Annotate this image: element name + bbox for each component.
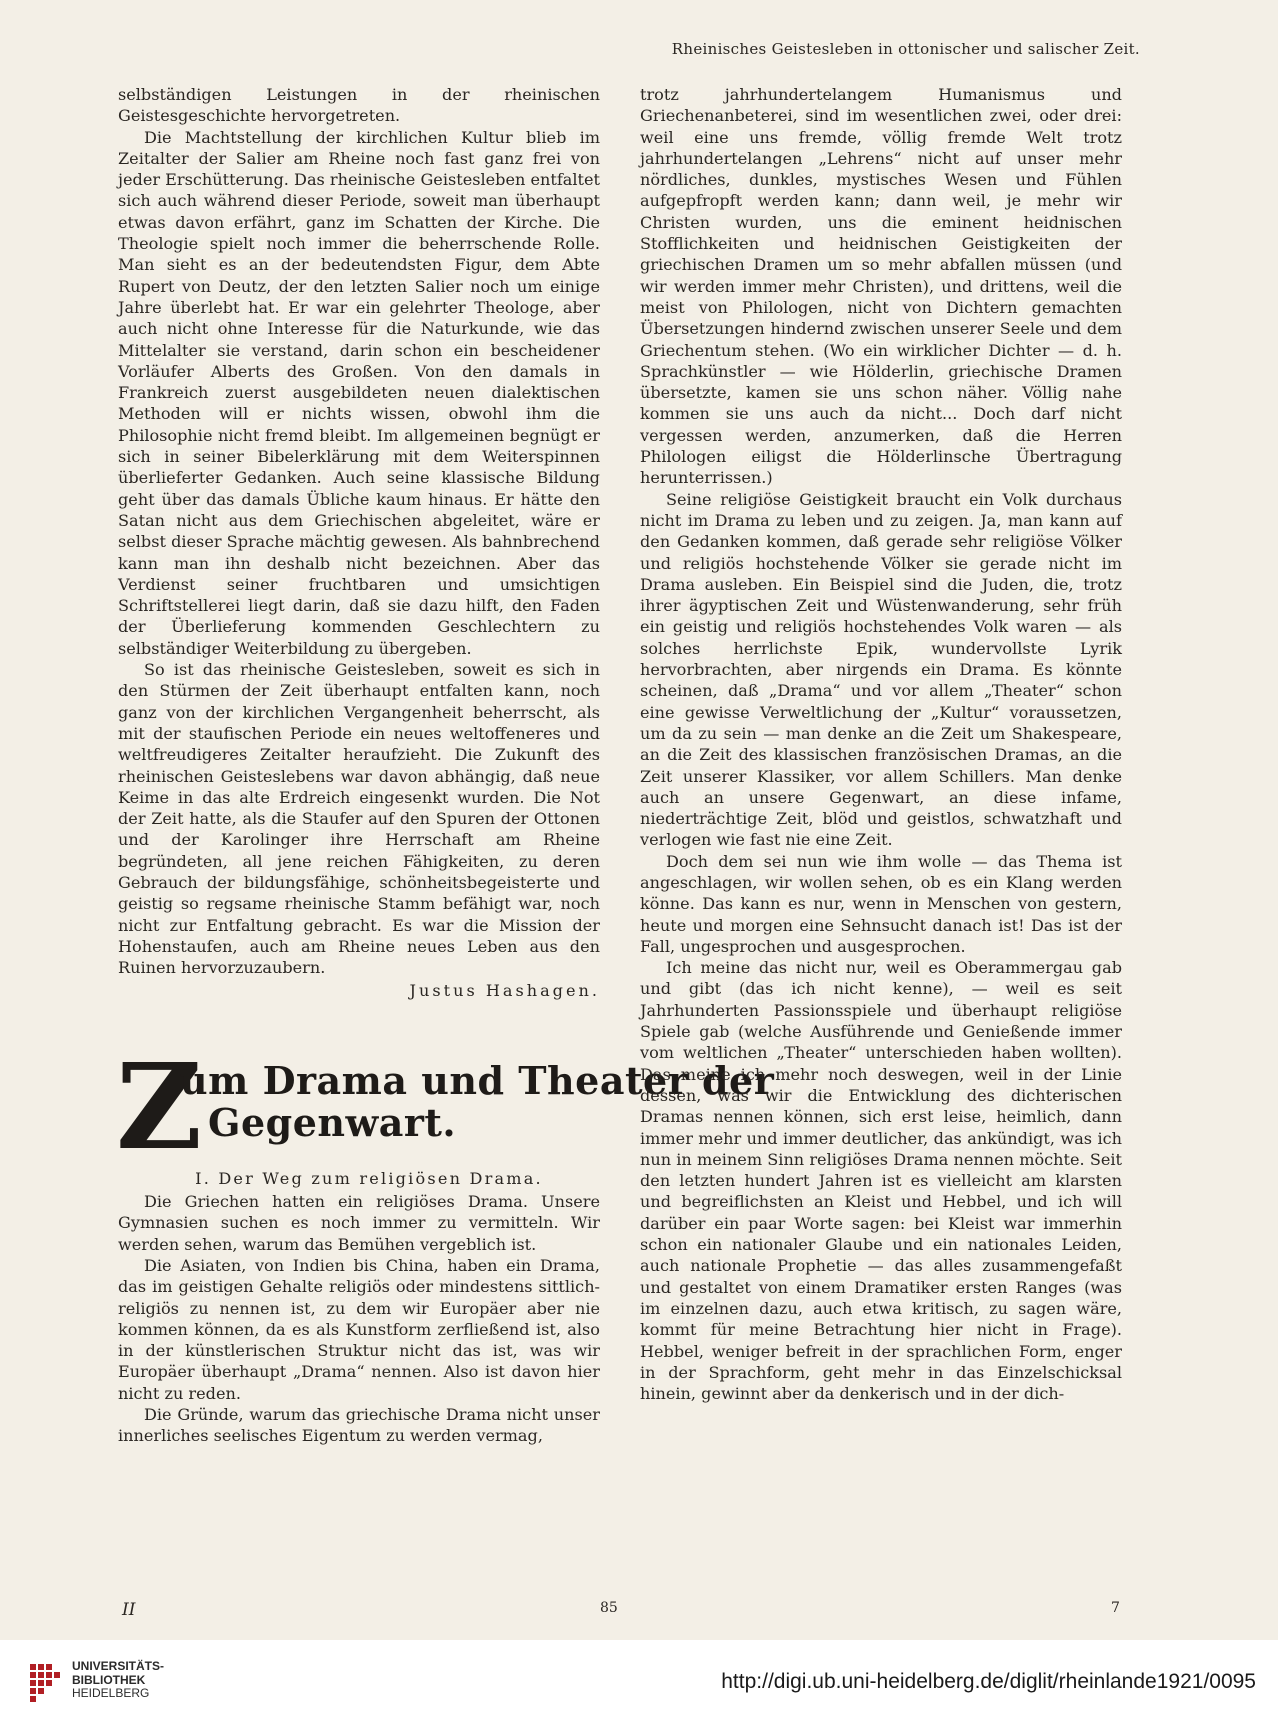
left-paragraph-2: Die Machtstellung der kirchlichen Kultur blieb im Zeitalter der Salier am Rheine noch fast ganz frei von jeder Erschütterung. Das rheinische Geistesleben entfaltet sich auch während dieser Periode, soweit man überhaupt etwas davon erfährt, ganz im Schatten der Kirche. Die Theologie spielt noch immer die beherrschende Rolle. Man sieht es an der bedeutendsten Figur, dem Abte Rupert von Deutz, der den letzten Salier noch um einige Jahre überlebt hat. Er war ein gelehrter Theologe, aber auch nicht ohne Interesse für die Naturkunde, wie das Mittelalter sie verstand, darin schon ein bescheidener Vorläufer Alberts des Großen. Von den damals in Frankreich zuerst ausgebildeten neuen dialektischen Methoden will er nichts wissen, obwohl ihm die Philosophie nicht fremd bleibt. Im allgemeinen begnügt er sich in seiner Bibelerklärung mit dem Weiterspinnen überlieferter Gedanken. Auch seine klassische Bildung geht über das damals Übliche kaum hinaus. Er hätte den Satan nicht aus dem Griechischen abgeleitet, wäre er selbst dieser Sprache mächtig gewesen. Als bahnbrechend kann man ihn deshalb nicht bezeichnen. Aber das Verdienst seiner fruchtbaren und umsichtigen Schriftstellerei liegt darin, daß sie dazu hilft, den Faden der Überlieferung kommenden Geschlechtern zu selbständiger Weiterbildung zu übergeben. (118, 127, 600, 658)
left-paragraph-3: So ist das rheinische Geistesleben, soweit es sich in den Stürmen der Zeit überhaupt entfalten kann, noch ganz von der kirchlichen Vergangenheit beherrscht, als mit der staufischen Periode ein neues weltoffeneres und weltfreudigeres Zeitalter heraufzieht. Die Zukunft des rheinischen Geisteslebens war davon abhängig, daß neue Keime in das alte Erdreich eingesenkt wurden. Die Not der Zeit hatte, als die Staufer auf den Spuren der Ottonen und der Karolinger ihre Herrschaft am Rheine begründeten, all jene reichen Fähigkeiten, zu deren Gebrauch der bildungsfähige, schönheitsbegeisterte und geistig so regsame rheinische Stamm befähigt war, noch nicht zur Entfaltung gebracht. Es war die Mission der Hohenstaufen, auch am Rheine neues Leben aus den Ruinen hervorzuzaubern. (118, 660, 600, 978)
left-paragraph-1: selbständigen Leistungen in der rheinischen Geistesgeschichte hervorgetreten. (118, 85, 600, 126)
title-line-1: um Drama und Theater der (180, 1057, 775, 1103)
right-paragraph-2: Seine religiöse Geistigkeit braucht ein Volk durchaus nicht im Drama zu leben und zu zeigen. Ja, man kann auf den Gedanken kommen, daß gerade sehr religiöse Völker und religiös hochstehende Völker sie gerade nicht im Drama ausleben. Ein Beispiel sind die Juden, die, trotz ihrer ägyptischen Zeit und Wüstenwanderung, sehr früh ein geistig und religiös hochstehendes Volk waren — als solches herrlichste Epik, wundervollste Lyrik hervorbrachten, aber nirgends ein Drama. Es könnte scheinen, daß „Drama“ und vor allem „Theater“ schon eine gewisse Verweltlichung der „Kultur“ voraussetzen, um da zu sein — man denke an die Zeit um Shakespeare, an die Zeit des klassischen französischen Dramas, an die Zeit unserer Klassiker, vor allem Schillers. Man denke auch an unsere Gegenwart, an diese infame, niederträchtige Zeit, blöd und geistlos, schwatzhaft und verlogen wie fast nie eine Zeit. (640, 489, 1122, 850)
library-footer-bar (0, 1640, 1278, 1732)
sheet-number: 7 (1111, 1600, 1120, 1616)
source-url-link[interactable]: http://digi.ub.uni-heidelberg.de/diglit/rheinlande1921/0095 (721, 1670, 1256, 1693)
title-line-2: Gegenwart. (208, 1099, 457, 1145)
university-library-logo-icon (28, 1660, 68, 1704)
right-paragraph-1: trotz jahrhundertelangem Humanismus und Griechenanbeterei, sind im wesentlichen zwei, oder drei: weil eine uns fremde, völlig fremde Welt trotz jahrhundertelangen „Lehrens“ nicht auf unser mehr nördliches, dunkles, mystisches Wesen und Fühlen aufgepfropft werden kann; dann weil, je mehr wir Christen wurden, uns die eminent heidnischen Stofflichkeiten und heidnischen Geistigkeiten der griechischen Dramen um so mehr abfallen müssen (und wir werden immer mehr Christen), und drittens, weil die meist von Philologen, nicht von Dichtern gemachten Übersetzungen hindernd zwischen unserer Seele und dem Griechentum stehen. (Wo ein wirklicher Dichter — d. h. Sprachkünstler — wie Hölderlin, griechische Dramen übersetzte, kamen sie uns schon näher. Völlig nahe kommen sie uns auch da nicht... Doch darf nicht vergessen werden, anzumerken, daß die Herren Philologen eiligst die Hölderlinsche Übertragung herunterrissen.) (640, 85, 1122, 488)
library-name (72, 1660, 164, 1701)
left-paragraph-4: Die Griechen hatten ein religiöses Drama. Unsere Gymnasien suchen es noch immer zu vermitteln. Wir werden sehen, warum das Bemühen vergeblich ist. (118, 1192, 600, 1254)
article-title (116, 1036, 775, 1176)
right-paragraph-3: Doch dem sei nun wie ihm wolle — das Thema ist angeschlagen, wir wollen sehen, ob es ein Klang werden könne. Das kann es nur, wenn in Menschen von gestern, heute und morgen eine Sehnsucht danach ist! Das ist der Fall, ungesprochen und ausgesprochen. (640, 851, 1122, 956)
title-drop-cap: Z (116, 1036, 203, 1176)
footer-signature-mark: II (122, 1600, 136, 1620)
running-head: Rheinisches Geistesleben in ottonischer und salischer Zeit. (671, 40, 1140, 58)
page-number: 85 (600, 1600, 618, 1616)
library-name-line-1: UNIVERSITÄTS- (72, 1659, 165, 1673)
library-name-line-3: HEIDELBERG (72, 1686, 150, 1700)
right-paragraph-4: Ich meine das nicht nur, weil es Oberammergau gab und gibt (das ich nicht kenne), — weil es seit Jahrhunderten Passionsspiele und überhaupt religiöse Spiele gab (welche Ausführende und Genießende immer vom weltlichen „Theater“ unterschieden haben wollten). Das meine ich mehr noch deswegen, weil in der Linie dessen, was wir die Entwicklung des dichterischen Dramas nennen können, sich erst leise, heimlich, dann immer mehr und immer deutlicher, das ankündigt, was ich nun in meinem Sinn religiöses Drama nennen möchte. Seit den letzten hundert Jahren ist es vielleicht am klarsten und begreiflichsten an Kleist und Hebbel, und ich will darüber ein paar Worte sagen: bei Kleist war immerhin schon ein nationaler Glaube und ein nationales Leiden, auch nationale Prophetie — das alles zusammengefaßt und gestaltet von einem Dramatiker ersten Ranges (was im einzelnen dazu, auch etwa kritisch, zu sagen wäre, kommt für meine Betrachtung hier nicht in Frage). Hebbel, weniger befreit in der sprachlichen Form, enger in der Sprachform, geht mehr in das Einzelschicksal hinein, gewinnt aber da denkerisch und in der dich- (640, 958, 1122, 1404)
left-paragraph-6: Die Gründe, warum das griechische Drama nicht unser innerliches seelisches Eigentum zu werden vermag, (118, 1405, 600, 1446)
left-column (116, 84, 775, 1447)
section-subtitle: I. Der Weg zum religiösen Drama. (195, 1168, 543, 1188)
author-signature: Justus Hashagen. (409, 981, 600, 1001)
right-column (640, 84, 1122, 1404)
left-paragraph-5: Die Asiaten, von Indien bis China, haben ein Drama, das im geistigen Gehalte religiös oder mindestens sittlich-religiös zu nennen ist, zu dem wir Europäer aber nie kommen können, da es als Kunstform zerfließend ist, also in der künstlerischen Struktur nicht das ist, was wir Europäer überhaupt „Drama“ nennen. Also ist davon hier nicht zu reden. (118, 1255, 600, 1403)
library-name-line-2: BIBLIOTHEK (72, 1672, 146, 1687)
